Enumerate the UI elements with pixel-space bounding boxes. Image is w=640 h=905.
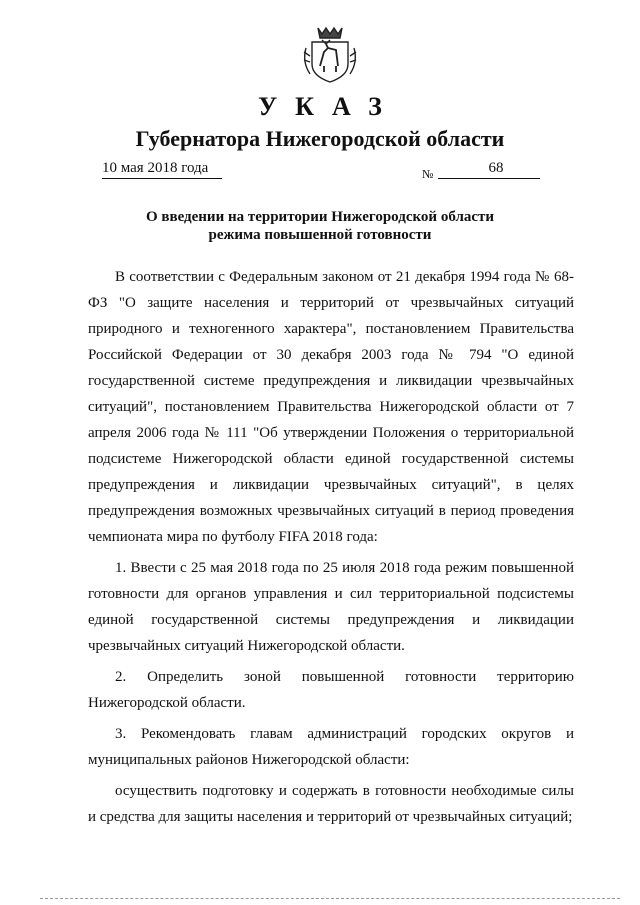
paragraph-item-1: 1. Ввести с 25 мая 2018 года по 25 июля 2018 года режим повышенной готовности для органов управления и сил территориальной подсистемы единой государственной системы предупреждения и ликвидации чрезвычайных ситуаций Нижегородской области. xyxy=(88,560,574,654)
document-number: 68 xyxy=(438,160,540,179)
paragraph-item-3-sub: осуществить подготовку и содержать в готовности необходимые силы и средства для защиты населения и территорий от чрезвычайных ситуаций; xyxy=(88,783,574,825)
paragraph-item-3: 3. Рекомендовать главам администраций городских округов и муниципальных районов Нижегородской области: xyxy=(88,726,574,768)
heading-line-1: О введении на территории Нижегородской области xyxy=(145,209,495,225)
paragraph-item-2: 2. Определить зоной повышенной готовности территорию Нижегородской области. xyxy=(88,669,574,711)
document-title: УКАЗ xyxy=(258,92,400,121)
heading-line-2: режима повышенной готовности xyxy=(208,227,432,243)
page-edge-divider xyxy=(40,898,620,899)
document-heading xyxy=(0,208,640,244)
document-subtitle: Губернатора Нижегородской области xyxy=(135,126,505,151)
number-label: № xyxy=(422,167,434,181)
coat-of-arms-icon xyxy=(298,22,362,86)
document-date: 10 мая 2018 года xyxy=(102,160,222,179)
document-body xyxy=(88,264,574,835)
paragraph-preamble: В соответствии с Федеральным законом от 21 декабря 1994 года № 68-ФЗ "О защите населения и территорий от чрезвычайных ситуаций природного и техногенного характера", постановлением Правительства Российской Федерации от 30 декабря 2003 года № 794 "О единой государственной системе предупреждения и ликвидации чрезвычайных ситуаций", постановлением Правительства Нижегородской области от 7 апреля 2006 года № 111 "Об утверждении Положения о территориальной подсистеме Нижегородской области единой государственной системы предупреждения и ликвидации чрезвычайных ситуаций", в целях предупреждения возможных чрезвычайных ситуаций в период проведения чемпионата мира по футболу FIFA 2018 года: xyxy=(88,269,574,545)
